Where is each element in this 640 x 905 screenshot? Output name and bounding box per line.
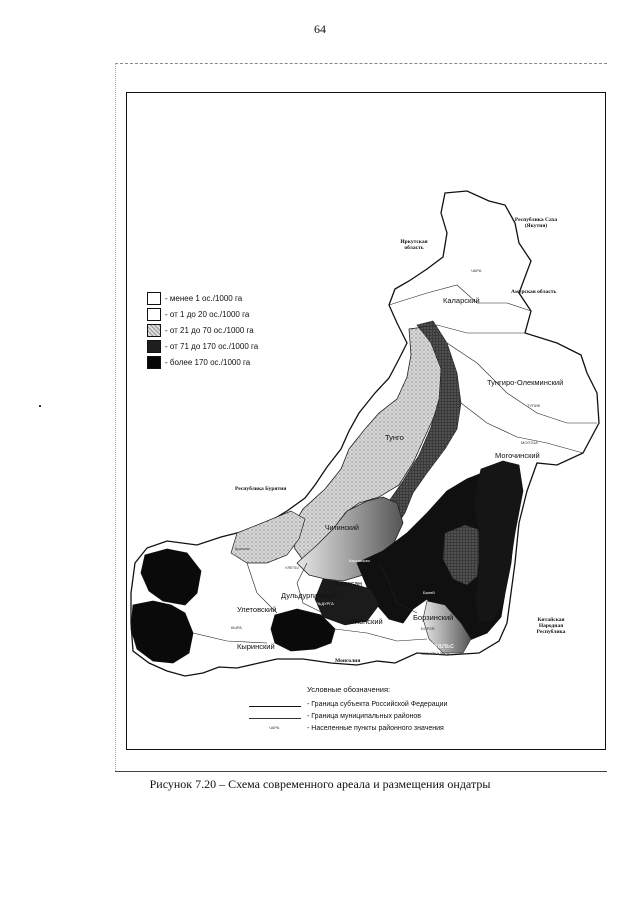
legend-label: - от 1 до 20 ос./1000 га	[165, 310, 250, 319]
town-label-duldurga: ДУЛЬДУРГА	[311, 601, 334, 606]
town-label-borzya: БОРЗЯ	[421, 626, 435, 631]
town-label-mogocha: МОГОЧА	[521, 440, 538, 445]
legend-swatch	[147, 356, 161, 369]
legend-item	[147, 291, 307, 306]
district-label-chitinsky: Читинский	[325, 525, 359, 532]
district-label-uletovsky: Улетовский	[237, 605, 277, 614]
key-item	[249, 722, 509, 734]
town-sample-label: ЧАРА	[269, 725, 280, 730]
key-label: - Граница субъекта Российской Федерации	[307, 700, 448, 708]
town-label-kyra: КЫРА	[231, 625, 242, 630]
town-label-uletovo: УЛЕТЫ	[285, 565, 299, 570]
subject-border-sample	[249, 701, 301, 707]
region-label-china: Китайская Народная Республика	[536, 617, 566, 635]
map-key	[249, 685, 509, 734]
map-figure	[126, 92, 606, 750]
legend-label: - более 170 ос./1000 га	[165, 358, 251, 367]
legend-label: - от 21 до 70 ос./1000 га	[165, 326, 254, 335]
scan-speck	[39, 405, 41, 407]
region-label-buryatia: Республика Бурятия	[235, 486, 287, 492]
key-item	[249, 710, 509, 722]
legend-item	[147, 339, 307, 354]
town-sample	[249, 724, 301, 732]
legend-item	[147, 323, 307, 338]
district-label-borzinsky: Борзинский	[413, 613, 454, 622]
district-label-duldurginsky: Дульдургинский	[281, 591, 337, 600]
page-frame-top	[115, 63, 607, 64]
legend-item	[147, 307, 307, 322]
region-label-sakha: Республика Саха (Якутия)	[514, 217, 558, 229]
density-legend	[147, 291, 307, 371]
district-label-tungo: Тунго	[385, 433, 404, 442]
legend-label: - менее 1 ос./1000 га	[165, 294, 243, 303]
key-item	[249, 698, 509, 710]
district-label-mogochinsky: Могочинский	[495, 451, 540, 460]
page-frame-bottom	[115, 771, 607, 772]
district-border-sample	[249, 713, 301, 719]
district-label-tungiro: Тунгиро-Олекминский	[487, 378, 564, 387]
town-label-zabaikalsk: ЗАБАЙКАЛЬСК	[421, 651, 450, 656]
map-key-title: Условные обозначения:	[307, 685, 391, 694]
town-label-tupik: ТУПИК	[527, 403, 541, 408]
district-label-kyrinsky: Кыринский	[237, 642, 275, 651]
district-label-krasnoch: Красноч	[235, 546, 251, 551]
legend-swatch	[147, 340, 161, 353]
legend-item	[147, 355, 307, 370]
town-label-chara: ЧАРА	[471, 268, 482, 273]
region-label-mongolia: Монголия	[335, 658, 361, 664]
district-label-aleksandr: Алексан	[335, 581, 363, 588]
district-label-ononsky: Ононский	[349, 617, 383, 626]
map-drawing	[127, 93, 605, 749]
district-label-zabaikalsky: Забайкальс	[413, 641, 454, 650]
figure-caption: Рисунок 7.20 – Схема современного ареала и размещения ондатры	[149, 777, 491, 791]
page-frame-left	[115, 63, 116, 771]
legend-swatch	[147, 324, 161, 337]
key-label: - Граница муниципальных районов	[307, 712, 421, 720]
region-label-irkutsk: Иркутская область	[400, 239, 428, 251]
region-label-amur: Амурская область	[511, 289, 557, 295]
district-label-baley: Балей	[423, 590, 435, 595]
district-label-karymsk: Карымская	[349, 558, 370, 563]
page-number: 64	[314, 22, 326, 36]
legend-swatch	[147, 292, 161, 305]
legend-label: - от 71 до 170 ос./1000 га	[165, 342, 259, 351]
legend-swatch	[147, 308, 161, 321]
key-label: - Населенные пункты районного значения	[307, 724, 444, 732]
district-label-kalarsky: Каларский	[443, 296, 480, 305]
